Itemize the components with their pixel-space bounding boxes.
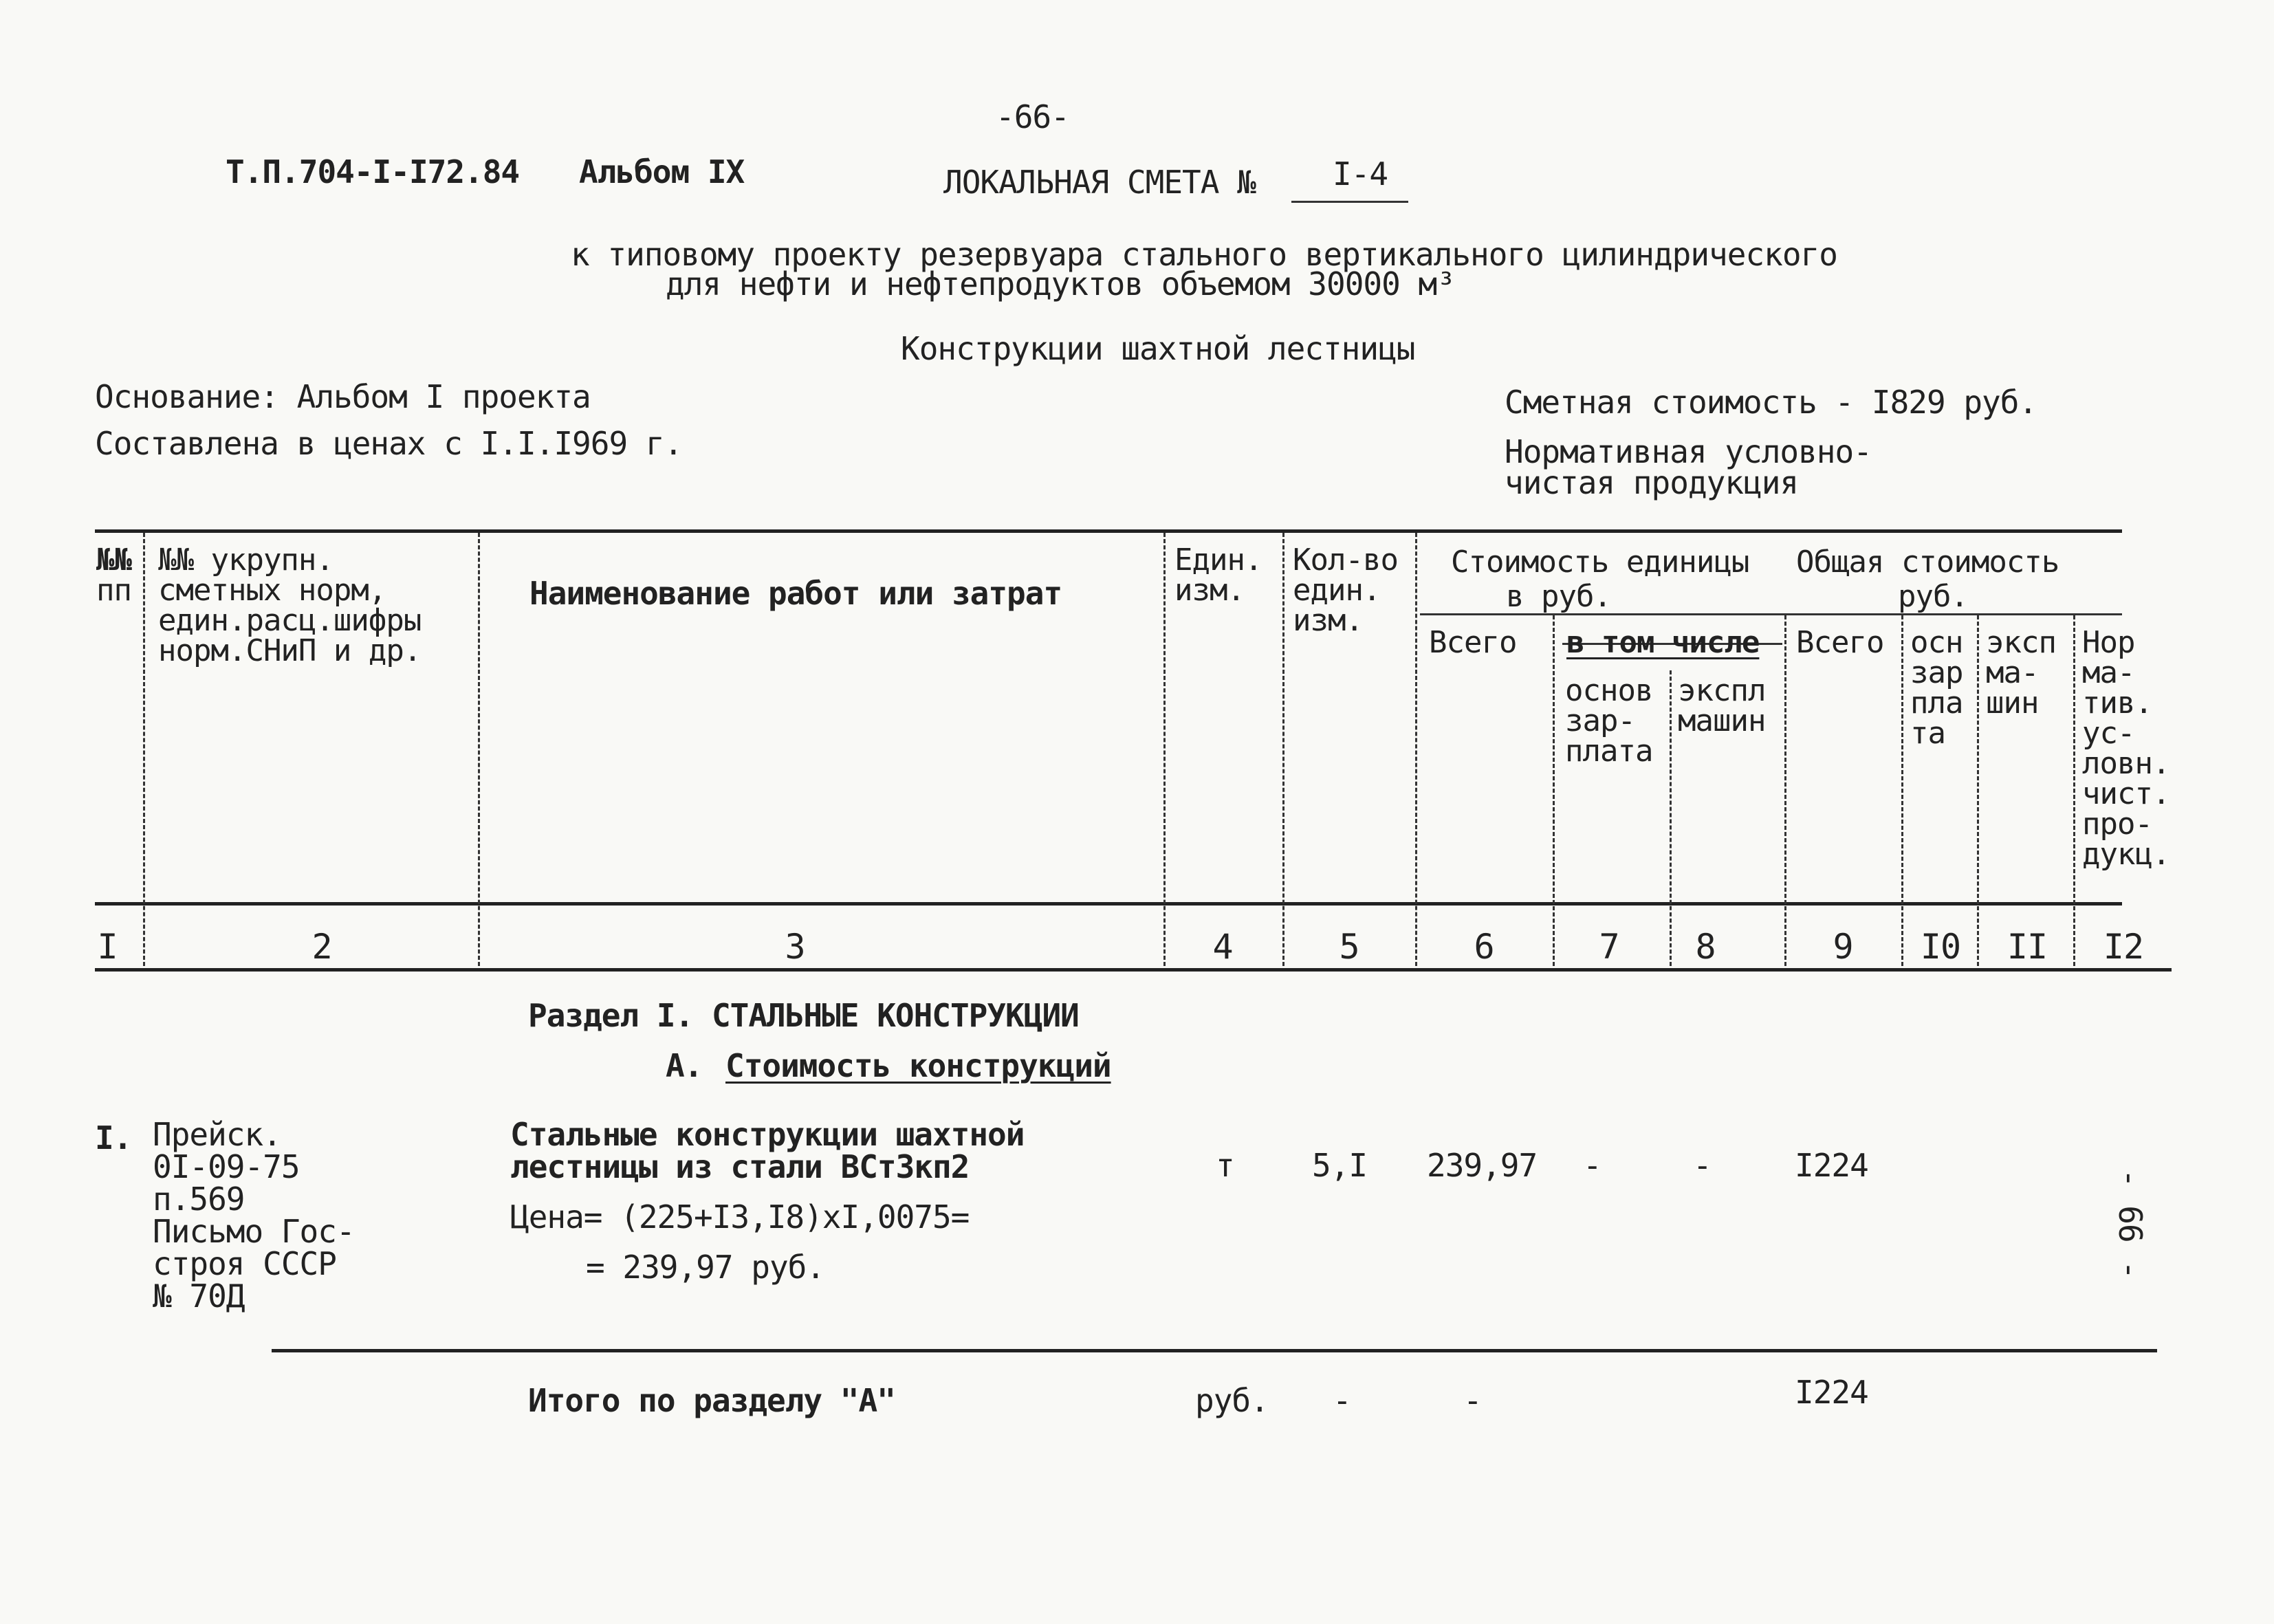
col-number-10: I0: [1920, 927, 1961, 967]
row-1-ref-line6: № 70Д: [153, 1277, 245, 1315]
col-number-6: 6: [1474, 927, 1494, 967]
hdr-col12-line8: дукц.: [2082, 837, 2170, 872]
row-1-unit: т: [1216, 1147, 1234, 1184]
estimate-number: I-4: [1333, 155, 1388, 193]
hdr-unit-cost-line2: в руб.: [1506, 579, 1611, 614]
row-1-ref-line1: Прейск.: [153, 1116, 281, 1153]
row-1-number: I.: [95, 1119, 132, 1156]
col-number-7: 7: [1599, 927, 1619, 967]
col-number-4: 4: [1212, 927, 1233, 967]
margin-page-number: - 66 -: [2112, 1168, 2150, 1280]
hdr-col12-line3: тив.: [2082, 685, 2152, 721]
row-1-total: I224: [1795, 1147, 1868, 1184]
subtotal-total: I224: [1795, 1374, 1868, 1411]
col-divider-2: [478, 533, 480, 966]
hdr-col12-line4: ус-: [2082, 716, 2135, 751]
row-1-ref-line4: Письмо Гос-: [153, 1213, 355, 1250]
subtitle-line-1: к типовому проекту резервуара стального вертикального цилиндрического: [571, 236, 1837, 273]
col-number-3: 3: [785, 927, 805, 967]
hdr-col5-line3: изм.: [1293, 603, 1363, 638]
section-title: Конструкции шахтной лестницы: [901, 330, 1415, 367]
hdr-col9: Всего: [1796, 625, 1884, 660]
col-number-8: 8: [1695, 927, 1716, 967]
row-1-name-line1: Стальные конструкции шахтной: [510, 1116, 1025, 1153]
col-divider-3: [1163, 533, 1166, 966]
basis-text: Основание: Альбом I проекта: [95, 378, 591, 415]
hdr-col12-line7: про-: [2082, 806, 2152, 842]
col-number-2: 2: [311, 927, 332, 967]
hdr-col11-line2: ма-: [1986, 655, 2039, 690]
hdr-col2-line4: норм.СНиП и др.: [158, 633, 422, 668]
hdr-col5-line2: един.: [1293, 573, 1381, 608]
subtotal-dash-2: -: [1463, 1382, 1482, 1419]
row-1-unit-total: 239,97: [1427, 1147, 1538, 1184]
hdr-col10-line1: осн: [1910, 625, 1963, 660]
col-divider-10: [1977, 615, 1979, 966]
hdr-col5-line1: Кол-во: [1293, 542, 1398, 578]
hdr-col11-line1: эксп: [1986, 625, 2056, 660]
hdr-col10-line4: та: [1910, 716, 1945, 751]
subtotal-unit: руб.: [1195, 1382, 1269, 1419]
hdr-col8-line2: машин: [1678, 703, 1766, 738]
hdr-col2-line1: №№ укрупн.: [158, 542, 334, 578]
hdr-col6: Всего: [1429, 625, 1517, 660]
subsection-letter: А.: [666, 1047, 703, 1084]
subtitle-line-2: для нефти и нефтепродуктов объемом 30000 м³: [666, 265, 1455, 303]
prices-text: Составлена в ценах с I.I.I969 г.: [95, 425, 683, 462]
subtotal-rule: [272, 1349, 2157, 1352]
row-1-name-line2: лестницы из стали ВСт3кп2: [510, 1148, 970, 1185]
hdr-total-cost-line2: руб.: [1898, 579, 1968, 614]
hdr-col7-line1: основ: [1565, 673, 1653, 708]
col-divider-11: [2073, 615, 2075, 966]
col-divider-8: [1784, 615, 1786, 966]
hdr-col8-line1: экспл: [1678, 673, 1766, 708]
estimate-number-underline: [1291, 201, 1408, 203]
hdr-col1-line1: №№: [96, 542, 131, 578]
col-divider-1: [143, 533, 145, 966]
estimate-title: ЛОКАЛЬНАЯ СМЕТА №: [943, 164, 1256, 201]
col-number-9: 9: [1833, 927, 1853, 967]
hdr-col12-line2: ма-: [2082, 655, 2135, 690]
table-top-rule: [95, 529, 2122, 533]
col-number-12: I2: [2103, 927, 2144, 967]
row-1-price-result: = 239,97 руб.: [586, 1249, 825, 1286]
col-number-1: I: [97, 927, 118, 967]
project-code: Т.П.704-I-I72.84: [226, 153, 520, 190]
col-number-11: II: [2007, 927, 2048, 967]
subsection-title: Стоимость конструкций: [725, 1047, 1111, 1084]
hdr-col4-line2: изм.: [1174, 573, 1245, 608]
normative-line-1: Нормативная условно-: [1505, 433, 1872, 470]
hdr-col3: Наименование работ или затрат: [529, 575, 1062, 612]
hdr-col10-line2: зар: [1910, 655, 1963, 690]
row-1-unit-machine: -: [1693, 1147, 1712, 1184]
hdr-incl: в том числе: [1566, 625, 1760, 660]
hdr-col10-line3: пла: [1910, 685, 1963, 721]
row-1-ref-line3: п.569: [153, 1181, 245, 1218]
row-1-quantity: 5,I: [1312, 1147, 1368, 1184]
row-1-price-formula: Цена= (225+I3,I8)xI,0075=: [510, 1198, 970, 1236]
col-divider-7: [1670, 670, 1672, 966]
subtotal-dash-1: -: [1333, 1382, 1351, 1419]
col-divider-5: [1415, 533, 1417, 966]
col-number-5: 5: [1339, 927, 1359, 967]
hdr-col12-line6: чист.: [2082, 776, 2170, 811]
row-1-ref-line5: строя СССР: [153, 1245, 336, 1282]
hdr-col7-line2: зар-: [1565, 703, 1635, 738]
row-1-unit-wage: -: [1583, 1147, 1601, 1184]
hdr-col12-line1: Нор: [2082, 625, 2135, 660]
hdr-total-cost-line1: Общая стоимость: [1796, 545, 2059, 580]
col-divider-9: [1901, 615, 1903, 966]
hdr-col11-line3: шин: [1986, 685, 2039, 721]
hdr-col12-line5: ловн.: [2082, 746, 2170, 781]
section-heading: Раздел I. СТАЛЬНЫЕ КОНСТРУКЦИИ: [528, 997, 1079, 1034]
album-label: Альбом IX: [579, 153, 745, 190]
page-number: -66-: [996, 98, 1069, 135]
header-bottom-rule: [95, 902, 2122, 906]
column-number-rule: [95, 968, 2172, 972]
col-divider-6: [1553, 615, 1555, 966]
hdr-col1-line2: пп: [96, 573, 131, 608]
hdr-col2-line3: един.расц.шифры: [158, 603, 422, 638]
hdr-unit-cost-line1: Стоимость единицы: [1451, 545, 1749, 580]
subtotal-label: Итого по разделу "А": [528, 1382, 895, 1419]
hdr-col7-line3: плата: [1565, 734, 1653, 769]
hdr-col2-line2: сметных норм,: [158, 573, 386, 608]
col-divider-4: [1282, 533, 1284, 966]
row-1-ref-line2: 0I-09-75: [153, 1148, 300, 1185]
hdr-col4-line1: Един.: [1174, 542, 1262, 578]
estimated-cost: Сметная стоимость - I829 руб.: [1505, 384, 2037, 421]
normative-line-2: чистая продукция: [1505, 464, 1799, 501]
